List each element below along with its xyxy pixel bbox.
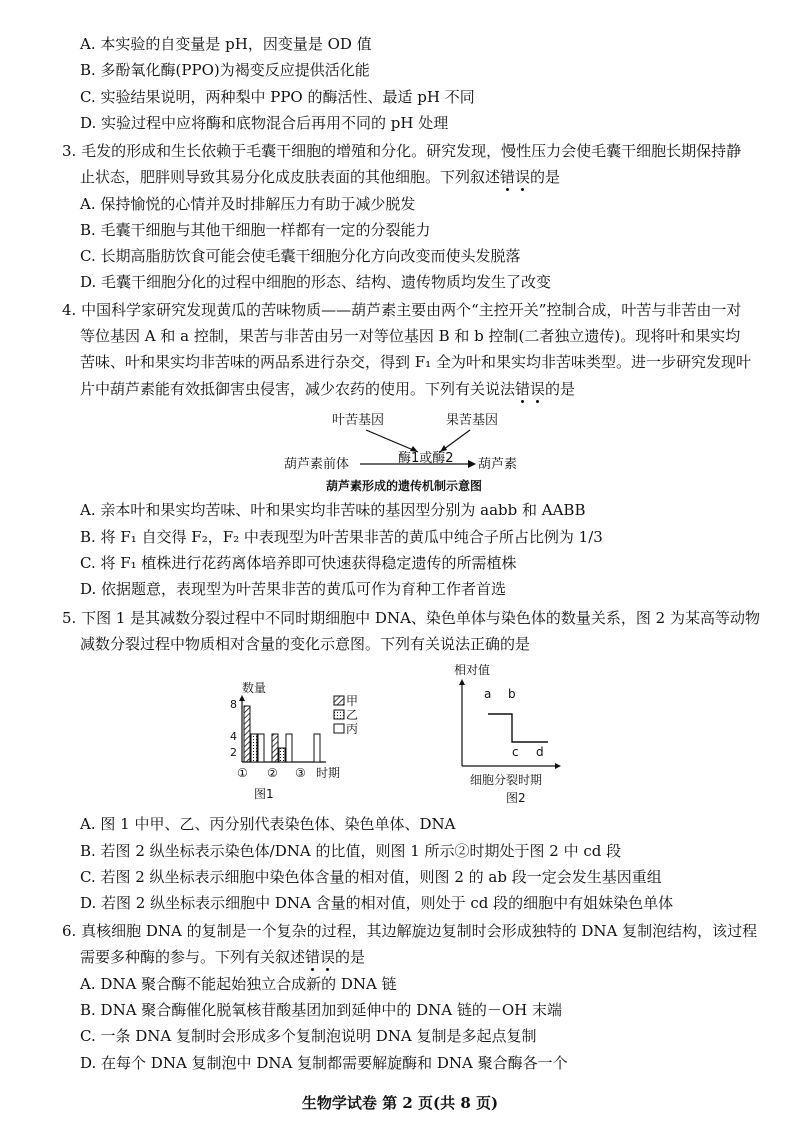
q3-stem-line1: 3. 毛发的形成和生长依赖于毛囊干细胞的增殖和分化。研究发现，慢性压力会使毛囊干细胞长期保持静 bbox=[62, 142, 742, 160]
emphasis-char: 错 bbox=[515, 380, 531, 398]
fig2-xlabel: 细胞分裂时期 bbox=[470, 773, 543, 787]
legend-yi: 乙 bbox=[346, 708, 359, 722]
product-label: 葫芦素 bbox=[478, 457, 518, 472]
fig1-period-3: ③ bbox=[295, 766, 306, 780]
q6-option-a: A. DNA 聚合酶不能起始独立合成新的 DNA 链 bbox=[80, 975, 397, 993]
q6-option-c: C. 一条 DNA 复制时会形成多个复制泡说明 DNA 复制是多起点复制 bbox=[80, 1027, 537, 1045]
leaf-gene-arrow bbox=[366, 430, 418, 452]
emphasis-char: 误 bbox=[515, 168, 531, 186]
fig1-bar-period1-series3 bbox=[258, 734, 264, 762]
fig1-bar-period1-series2 bbox=[251, 734, 257, 762]
fig1-period-2: ② bbox=[267, 766, 278, 780]
q6-stem-line1: 6. 真核细胞 DNA 的复制是一个复杂的过程，其边解旋边复制时会形成独特的 DNA 复制泡结构，该过程 bbox=[62, 922, 758, 940]
fig2-caption: 图2 bbox=[506, 791, 526, 805]
q4-option-d: D. 依据题意，表现型为叶苦果非苦的黄瓜可作为育种工作者首选 bbox=[80, 580, 507, 598]
q3-option-c: C. 长期高脂肪饮食可能会使毛囊干细胞分化方向改变而使头发脱落 bbox=[80, 247, 521, 265]
q5-option-b: B. 若图 2 纵坐标表示染色体/DNA 的比值，则图 1 所示②时期处于图 2 中 cd 段 bbox=[80, 842, 622, 860]
q6-stem-line2: 需要多种酶的参与。下列有关叙述错误的是 bbox=[80, 948, 366, 966]
fig2-point-d: d bbox=[536, 745, 544, 759]
reaction-arrowhead bbox=[468, 460, 476, 468]
q2-option-d: D. 实验过程中应将酶和底物混合后再用不同的 pH 处理 bbox=[80, 114, 449, 132]
q3-option-b: B. 毛囊干细胞与其他干细胞一样都有一定的分裂能力 bbox=[80, 221, 431, 239]
fig1-bar-period3-series3 bbox=[314, 734, 320, 762]
fig2-ylabel: 相对值 bbox=[454, 663, 491, 677]
q4-option-a: A. 亲本叶和果实均苦味、叶和果实均非苦味的基因型分别为 aabb 和 AABB bbox=[80, 501, 586, 519]
q5-stem-line1: 5. 下图 1 是其减数分裂过程中不同时期细胞中 DNA、染色单体与染色体的数量关系，图 2 为某高等动物 bbox=[62, 609, 760, 627]
fig1-tick-8: 8 bbox=[230, 698, 237, 711]
q4-stem-line4: 片中葫芦素能有效抵御害虫侵害，减少农药的使用。下列有关说法错误的是 bbox=[80, 380, 576, 398]
legend-jia: 甲 bbox=[346, 694, 359, 708]
legend-swatch-jia bbox=[334, 696, 344, 705]
leaf-gene-label: 叶苦基因 bbox=[332, 413, 385, 428]
emphasis-char: 误 bbox=[530, 380, 546, 398]
fig1-bar-period2-series1 bbox=[272, 734, 278, 762]
fig2-point-c: c bbox=[512, 745, 519, 759]
fig1-ylabel: 数量 bbox=[242, 681, 267, 695]
fig1-bar-period2-series3 bbox=[286, 734, 292, 762]
diagram-caption: 葫芦素形成的遗传机制示意图 bbox=[326, 479, 483, 493]
figure1-bar-chart bbox=[222, 678, 392, 802]
precursor-label: 葫芦素前体 bbox=[284, 457, 350, 472]
emphasis-char: 误 bbox=[320, 948, 336, 966]
fig1-xlabel: 时期 bbox=[316, 766, 341, 780]
q4-option-c: C. 将 F₁ 植株进行花药离体培养即可快速获得稳定遗传的所需植株 bbox=[80, 554, 517, 572]
emphasis-char: 错 bbox=[305, 948, 321, 966]
q4-stem-line2: 等位基因 A 和 a 控制，果苦与非苦由另一对等位基因 B 和 b 控制(二者独立遗传)。现将叶和果实均 bbox=[80, 327, 741, 345]
enzyme-label: 酶1或酶2 bbox=[398, 451, 454, 466]
figure2-step-chart bbox=[448, 660, 588, 806]
fig1-caption: 图1 bbox=[254, 787, 274, 801]
q2-option-c: C. 实验结果说明，两种梨中 PPO 的酶活性、最适 pH 不同 bbox=[80, 88, 475, 106]
q4-stem-line3: 苦味、叶和果实均非苦味的两品系进行杂交，得到 F₁ 全为叶和果实均非苦味类型。进一步研究发现叶 bbox=[80, 353, 751, 371]
fig2-point-a: a bbox=[484, 687, 492, 701]
q6-option-b: B. DNA 聚合酶催化脱氧核苷酸基团加到延伸中的 DNA 链的－OH 末端 bbox=[80, 1001, 562, 1019]
fig1-bar-period1-series1 bbox=[244, 706, 250, 762]
cucurbitacin-mechanism-diagram bbox=[270, 402, 550, 494]
q4-option-b: B. 将 F₁ 自交得 F₂，F₂ 中表现型为叶苦果非苦的黄瓜中纯合子所占比例为 1/3 bbox=[80, 528, 603, 546]
page-footer: 生物学试卷 第 2 页(共 8 页) bbox=[301, 1094, 499, 1112]
q5-option-a: A. 图 1 中甲、乙、丙分别代表染色体、染色单体、DNA bbox=[80, 815, 456, 833]
q2-option-b: B. 多酚氧化酶(PPO)为褐变反应提供活化能 bbox=[80, 61, 370, 79]
fig1-tick-2: 2 bbox=[230, 746, 237, 759]
q5-stem-line2: 减数分裂过程中物质相对含量的变化示意图。下列有关说法正确的是 bbox=[80, 635, 531, 653]
legend-bing: 丙 bbox=[346, 722, 359, 736]
legend-swatch-bing bbox=[334, 724, 344, 733]
fig1-bars bbox=[244, 706, 320, 762]
fig1-tick-4: 4 bbox=[230, 730, 237, 743]
q5-option-c: C. 若图 2 纵坐标表示细胞中染色体含量的相对值，则图 2 的 ab 段一定会发生基因重组 bbox=[80, 868, 662, 886]
fig2-step-line bbox=[488, 714, 548, 742]
q6-option-d: D. 在每个 DNA 复制泡中 DNA 复制都需要解旋酶和 DNA 聚合酶各一个 bbox=[80, 1054, 568, 1072]
q2-option-a: A. 本实验的自变量是 pH，因变量是 OD 值 bbox=[80, 35, 372, 53]
fig2-point-b: b bbox=[508, 687, 516, 701]
fruit-gene-label: 果苦基因 bbox=[446, 413, 499, 428]
q3-option-a: A. 保持愉悦的心情并及时排解压力有助于减少脱发 bbox=[80, 195, 416, 213]
q4-stem-line1: 4. 中国科学家研究发现黄瓜的苦味物质——葫芦素主要由两个“主控开关”控制合成，叶苦与非苦由一对 bbox=[62, 301, 742, 319]
q3-stem-line2: 止状态，肥胖则导致其易分化成皮肤表面的其他细胞。下列叙述错误的是 bbox=[80, 168, 561, 186]
fig1-period-1: ① bbox=[237, 766, 248, 780]
emphasis-char: 错 bbox=[500, 168, 516, 186]
q5-option-d: D. 若图 2 纵坐标表示细胞中 DNA 含量的相对值，则处于 cd 段的细胞中有姐妹染色单体 bbox=[80, 894, 674, 912]
fig1-bar-period2-series2 bbox=[279, 748, 285, 762]
legend-swatch-yi bbox=[334, 710, 344, 719]
q3-option-d: D. 毛囊干细胞分化的过程中细胞的形态、结构、遗传物质均发生了改变 bbox=[80, 273, 552, 291]
